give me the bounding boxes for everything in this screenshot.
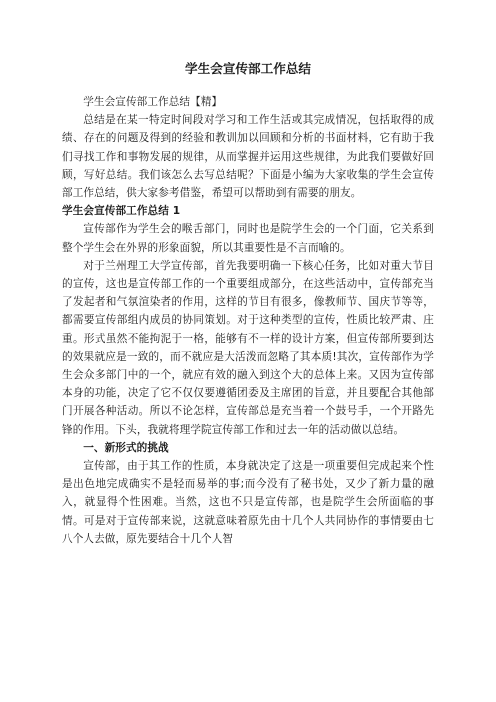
paragraph-body: 对于兰州理工大学宣传部，首先我要明确一下核心任务，比如对重大节目的宣传，这也是宣传部工作的一个重要组成部分，在这些活动中，宣传部充当了发起者和气氛渲染者的作用，这样的节目有很多，像教师节、国庆节等等，都需要宣传部组内成员的协同策划。对于这种类型的宣传，性质比较严肃、庄重。形式虽然不能拘泥于一格，能够有不一样的设计方案，但宣传部所要到达的效果就应是一致的，而不就应是大活泼而忽略了其本质!其次，宣传部作为学生会众多部门中的一个，就应有效的融入到这个大的总体上来。又因为宣传部本身的功能，决定了它不仅仅要遵循团委及主席团的旨意，并且要配合其他部门开展各种活动。所以不论怎样，宣传部总是充当着一个鼓号手，一个开路先锋的作用。下头，我就将理学院宣传部工作和过去一年的活动做以总结。 bbox=[62, 259, 434, 436]
paragraph-subtitle: 学生会宣传部工作总结【精】 bbox=[83, 96, 223, 108]
document-title: 学生会宣传部工作总结 bbox=[185, 61, 311, 76]
paragraph-intro: 总结是在某一特定时间段对学习和工作生活或其完成情况，包括取得的成绩、存在的问题及得到的经验和教训加以回顾和分析的书面材料，它有助于我们寻找工作和事物发展的规律，从而掌握并运用这些规律，为此我们要做好回顾，写好总结。我们该怎么去写总结呢？下面是小编为大家收集的学生会宣传部工作总结，供大家参考借鉴，希望可以帮助到有需要的朋友。 bbox=[62, 114, 434, 200]
paragraph-body: 宣传部，由于其工作的性质，本身就决定了这是一项重要但完成起来个性是出色地完成确实不是轻而易举的事;而今没有了秘书处，又少了新力量的融入，就显得个性困难。当然，这也不只是宣传部，也是院学生会所面临的事情。可是对于宣传部来说，这就意味着原先由十几个人共同协作的事情要由七八个人去做，原先要结合十几个人智 bbox=[62, 460, 434, 545]
subsection-heading: 一、新形式的挑战 bbox=[83, 441, 169, 454]
paragraph-body: 宣传部作为学生会的喉舌部门，同时也是院学生会的一个门面，它关系到整个学生会在外界的形象面貌，所以其重要性是不言而喻的。 bbox=[62, 223, 434, 254]
section-heading: 学生会宣传部工作总结 1 bbox=[62, 205, 181, 218]
